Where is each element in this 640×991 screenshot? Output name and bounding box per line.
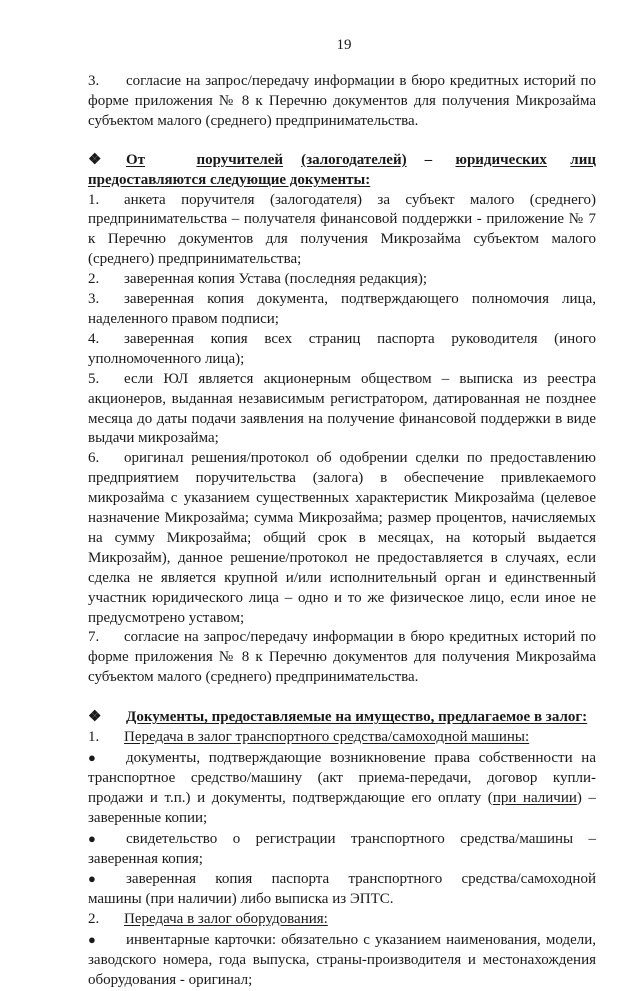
text-line: оборудования - оригинал; — [88, 971, 253, 988]
list-item: 1. анкета поручителя (залогодателя) за субъект малого (среднего) — [88, 191, 596, 208]
list-item: ● свидетельство о регистрации транспортного средства/машины – — [88, 830, 596, 847]
diamond-bullet-icon: ❖ — [88, 151, 102, 168]
page-number: 19 — [336, 37, 352, 53]
text-line: микрозайма с указанием существенных характеристик Микрозайма (целевое — [88, 490, 596, 507]
text-line: уполномоченного лица); — [88, 350, 245, 367]
spacer — [88, 132, 596, 151]
list-item: 4. заверенная копия всех страниц паспорта руководителя (иного — [88, 330, 596, 347]
text-line: предпринимательства – получателя финансовой поддержки - приложение № 7 — [88, 211, 596, 228]
list-item: ● документы, подтверждающие возникновение права собственности на — [88, 750, 596, 766]
text-line: 3. согласие на запрос/передачу информации в бюро кредитных историй по — [88, 73, 596, 89]
text-line: заводского номера, года выпуска, страны-производителя и местонахождения — [88, 952, 596, 969]
text-line: заверенные копии; — [88, 809, 208, 826]
bullet-icon: ● — [88, 871, 96, 887]
bullet-icon: ● — [88, 932, 96, 948]
text-line: предусмотрено уставом; — [88, 609, 245, 626]
list-item: ● инвентарные карточки: обязательно с указанием наименования, модели, — [88, 932, 596, 949]
spacer — [88, 688, 596, 708]
subsection-title: 2. Передача в залог оборудования: — [88, 911, 328, 928]
text-line: форме приложения № 8 к Перечню документов для получения Микрозайма — [88, 92, 596, 109]
text-line: к Перечню документов для получения Микрозайма субъектом малого — [88, 231, 596, 248]
list-item: 2. заверенная копия Устава (последняя редакция); — [88, 271, 428, 288]
text-line: сделка не является крупной и/или исполнительный орган и единственный — [88, 569, 596, 586]
list-item: 5. если ЮЛ является акционерным обществом – выписка из реестра — [88, 370, 596, 387]
section-heading: ❖ Документы, предоставляемые на имущество, предлагаемое в залог: — [88, 708, 596, 728]
text-line: субъектом малого (среднего) предпринимательства. — [88, 112, 419, 129]
text-line: акционеров, выданная независимым регистратором, датированная не позднее — [88, 390, 596, 407]
section-heading: ❖ От поручителей (залогодателей) – юридических лиц — [88, 151, 596, 171]
bullet-icon: ● — [88, 750, 96, 765]
text-line: транспортное средство/машину (акт приема-передачи, договор купли- — [88, 769, 596, 786]
section-heading-line2: предоставляются следующие документы: — [88, 171, 371, 188]
list-item: ● заверенная копия паспорта транспортного средства/самоходной — [88, 871, 596, 888]
text-line: Микрозайм), данное решение/протокол не предоставляется в случаях, если — [88, 549, 596, 566]
text-line: участник юридического лица – одно и то же физическое лицо, если иное не — [88, 589, 596, 606]
list-item: 6. оригинал решения/протокол об одобрении сделки по предоставлению — [88, 450, 596, 467]
text-line: субъектом малого (среднего) предпринимательства. — [88, 669, 419, 686]
list-item: 7. согласие на запрос/передачу информации в бюро кредитных историй по — [88, 629, 596, 646]
bullet-icon: ● — [88, 830, 96, 846]
text-line: заверенная копия; — [88, 850, 203, 867]
section-guarantors — [88, 151, 596, 688]
text-line: назначение Микрозайма; сумма Микрозайма; размер процентов, начисляемых — [88, 510, 596, 527]
text-line: (среднего) предпринимательства; — [88, 251, 302, 268]
text-line: выдачи микрозайма; — [88, 430, 219, 447]
text-line: продажи и т.п.) и документы, подтверждающие его оплату (при наличии) – — [88, 789, 597, 806]
text-line: машины (при наличии) либо выписка из ЭПТС. — [88, 891, 394, 908]
text-line: форме приложения № 8 к Перечню документов для получения Микрозайма — [88, 649, 596, 666]
diamond-bullet-icon: ❖ — [88, 709, 102, 726]
top-item — [88, 72, 596, 132]
text-line: предприятием поручительства (залога) в обеспечение привлекаемого — [88, 470, 596, 487]
list-item: 3. заверенная копия документа, подтверждающего полномочия лица, — [88, 291, 596, 308]
text-line: месяца до даты подачи заявления на получение финансовой поддержки в виде — [88, 410, 596, 427]
section-collateral — [88, 708, 596, 991]
text-line: наделенного правом подписи; — [88, 310, 279, 327]
subsection-title: 1. Передача в залог транспортного средства/самоходной машины: — [88, 729, 530, 746]
text-line: на сумму Микрозайма; общий срок в месяцах, на который выдается — [88, 529, 596, 546]
